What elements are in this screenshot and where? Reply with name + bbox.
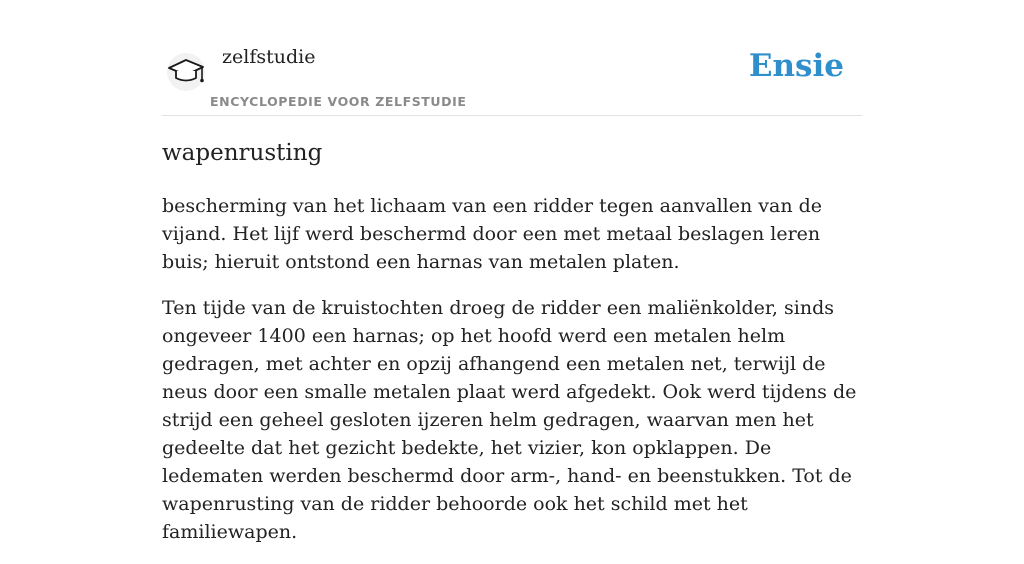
brand-logo-link[interactable]: Ensie: [748, 48, 844, 84]
site-tagline: ENCYCLOPEDIE VOOR ZELFSTUDIE: [210, 94, 467, 109]
entry-title: wapenrusting: [162, 140, 323, 166]
entry-paragraph: Ten tijde van de kruistochten droeg de ridder een maliënkolder, sinds ongeveer 1400 een harnas; op het hoofd werd een metalen helm gedragen, met achter en opzij afhangend een metalen net, terwijl de neus door een smalle metalen plaat werd afgedekt. Ook werd tijdens de strijd een geheel gesloten ijzeren helm gedragen, waarvan men het gedeelte dat het gezicht bedekte, het vizier, kon opklappen. De ledematen werden beschermd door arm-, hand- en beenstukken. Tot de wapenrusting van de ridder behoorde ook het schild met het familiewapen.: [162, 297, 857, 543]
site-name-link[interactable]: zelfstudie: [222, 46, 316, 68]
entry-content: [162, 192, 862, 564]
entry-paragraph: bescherming van het lichaam van een ridder tegen aanvallen van de vijand. Het lijf werd beschermd door een met metaal beslagen leren buis; hieruit ontstond een harnas van metalen platen.: [162, 195, 823, 273]
graduation-cap-icon[interactable]: [164, 52, 208, 92]
page: [162, 0, 862, 543]
site-header: [162, 0, 862, 116]
